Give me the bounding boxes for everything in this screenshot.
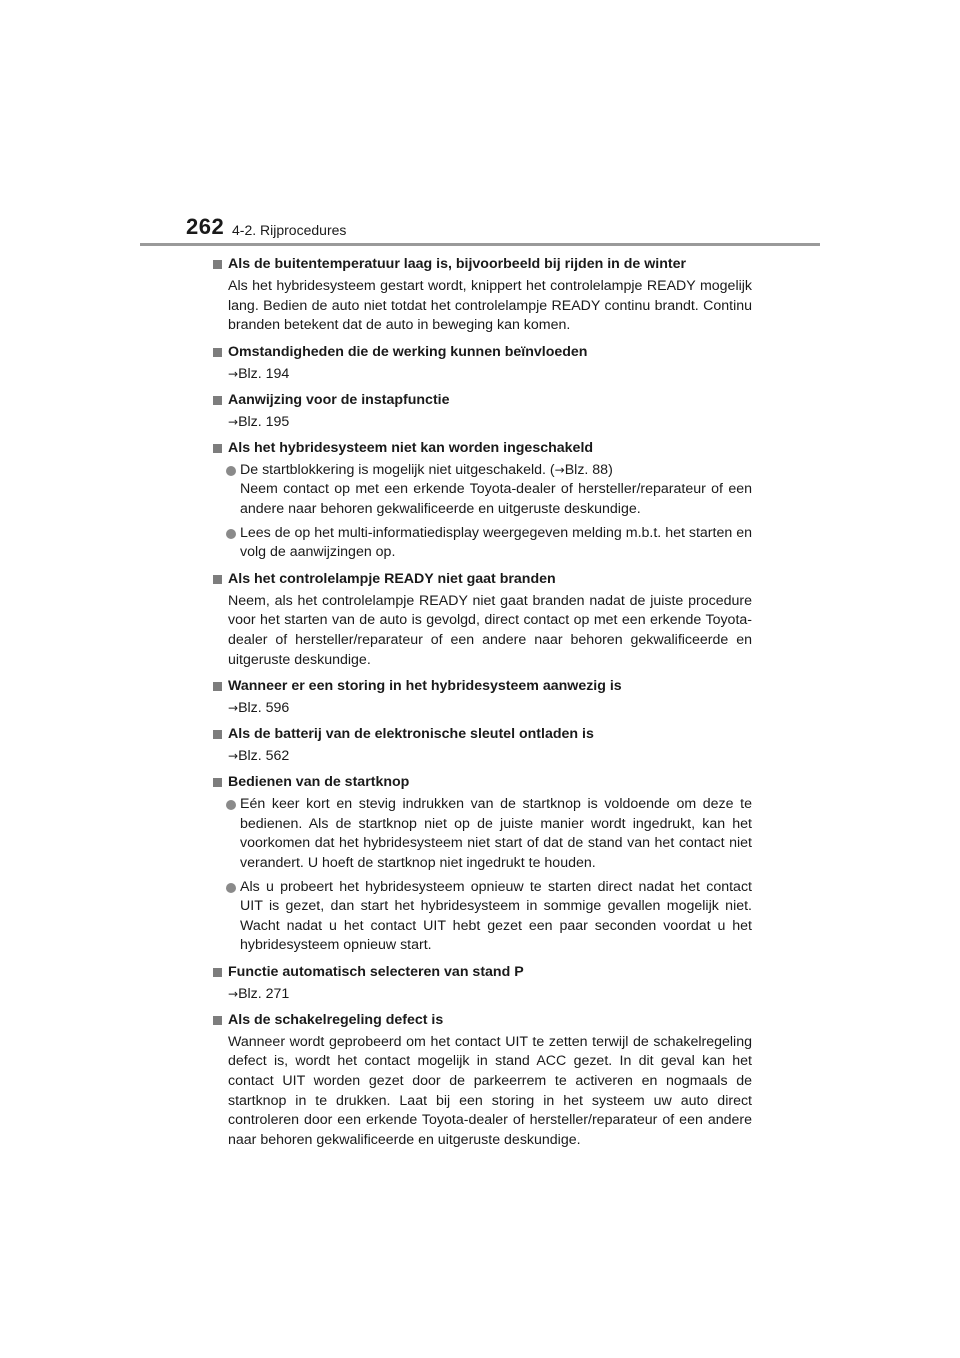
bullet-continuation: Neem contact op met een erkende Toyota-dealer of hersteller/reparateur of een andere naar behoren gekwalificeerde en uitgeruste deskundige.: [240, 481, 752, 517]
heading-text: Als de buitentemperatuur laag is, bijvoorbeeld bij rijden in de winter: [228, 256, 687, 272]
round-bullet-icon: [226, 800, 236, 810]
arrow-right-icon: →: [554, 462, 565, 477]
reference-text: Blz. 88: [564, 461, 609, 478]
section-heading: [212, 255, 752, 274]
heading-text: Als het controlelampje READY niet gaat branden: [228, 570, 556, 587]
section-ready-lamp: [212, 570, 752, 670]
bullet-text-end: ): [608, 461, 613, 478]
square-bullet-icon: [213, 444, 222, 453]
reference-text: Blz. 195: [238, 413, 290, 430]
heading-text: Functie automatisch selecteren van stand P: [228, 963, 524, 980]
square-bullet-icon: [213, 682, 222, 691]
section-heading: [212, 1011, 752, 1030]
page-reference: [212, 699, 752, 718]
section-heading: [212, 963, 752, 982]
arrow-right-icon: →: [228, 414, 239, 429]
square-bullet-icon: [213, 396, 222, 405]
arrow-right-icon: →: [228, 986, 239, 1001]
section-start-button: [212, 773, 752, 956]
page-number: 262: [186, 214, 225, 239]
section-heading: [212, 570, 752, 589]
section-text: Neem, als het controlelampje READY niet gaat branden nadat de juiste procedure voor het starten van de auto is gevolgd, direct contact op met een erkende Toyota-dealer of hersteller/reparateur of een andere naar behoren gekwalificeerde en uitgeruste deskundige.: [228, 592, 752, 668]
round-bullet-icon: [226, 883, 236, 893]
arrow-right-icon: →: [228, 749, 239, 764]
section-heading: [212, 773, 752, 792]
reference-text: Blz. 194: [238, 365, 290, 382]
bullet-item: [212, 524, 752, 563]
reference-text: Blz. 271: [238, 985, 290, 1002]
reference-text: Blz. 596: [238, 700, 290, 717]
section-auto-p: [212, 963, 752, 1004]
page-header: [0, 0, 960, 250]
square-bullet-icon: [213, 575, 222, 584]
bullet-text: Eén keer kort en stevig indrukken van de startknop is voldoende om deze te bedienen. Als de startknop niet op de juiste manier wordt ingedrukt, kan het voorkomen dat het hybridesysteem niet start of dat de stand van het contact niet verandert. U hoeft de startknop niet ingedrukt te houden.: [240, 796, 752, 871]
bullet-item: [212, 878, 752, 956]
section-heading: [212, 677, 752, 696]
heading-text: Bedienen van de startknop: [228, 774, 410, 791]
section-entry-function: [212, 391, 752, 432]
round-bullet-icon: [226, 529, 236, 539]
section-heading: [212, 439, 752, 458]
arrow-right-icon: →: [228, 366, 239, 381]
heading-text: Wanneer er een storing in het hybridesysteem aanwezig is: [228, 678, 622, 695]
heading-text: Aanwijzing voor de instapfunctie: [228, 391, 450, 408]
reference-text: Blz. 562: [238, 748, 290, 765]
section-heading: [212, 725, 752, 744]
square-bullet-icon: [213, 730, 222, 739]
page-reference: [212, 413, 752, 432]
section-key-battery: [212, 725, 752, 766]
section-shift-control: [212, 1011, 752, 1151]
heading-text: Als de schakelregeling defect is: [228, 1011, 444, 1028]
page-content: [212, 255, 752, 1150]
section-heading: [212, 343, 752, 362]
section-text: Als het hybridesysteem gestart wordt, knippert het controlelampje READY mogelijk lang. Bedien de auto niet totdat het controlelampje READY continu brandt. Continu branden betekent dat de auto in beweging kan komen.: [228, 278, 752, 334]
page-reference: [212, 365, 752, 384]
square-bullet-icon: [213, 260, 222, 269]
header-divider: [140, 243, 820, 246]
square-bullet-icon: [213, 778, 222, 787]
page-reference: [212, 747, 752, 766]
section-hybrid-not-starting: [212, 439, 752, 563]
heading-text: Omstandigheden die de werking kunnen beïnvloeden: [228, 343, 588, 360]
bullet-item: [212, 795, 752, 873]
section-title: 4-2. Rijprocedures: [232, 222, 347, 238]
square-bullet-icon: [213, 1016, 222, 1025]
bullet-text: De startblokkering is mogelijk niet uitgeschakeld. (: [240, 461, 555, 478]
section-heading: [212, 391, 752, 410]
section-conditions: [212, 343, 752, 384]
round-bullet-icon: [226, 466, 236, 476]
arrow-right-icon: →: [228, 701, 239, 716]
heading-text: Als de batterij van de elektronische sleutel ontladen is: [228, 726, 594, 743]
section-hybrid-malfunction: [212, 677, 752, 718]
section-text: Wanneer wordt geprobeerd om het contact UIT te zetten terwijl de schakelregeling defect is, wordt het contact mogelijk in stand ACC gezet. In dit geval kan het contact UIT worden gezet door de parkeerrem te activeren en nogmaals de startknop in te drukken. Laat bij een storing in het systeem uw auto direct controleren door een erkende Toyota-dealer of hersteller/reparateur of een andere naar behoren gekwalificeerde en uitgeruste deskundige.: [228, 1033, 752, 1148]
page-reference: [212, 985, 752, 1004]
heading-text: Als het hybridesysteem niet kan worden ingeschakeld: [228, 439, 594, 456]
section-cold-weather: [212, 255, 752, 336]
square-bullet-icon: [213, 348, 222, 357]
square-bullet-icon: [213, 968, 222, 977]
bullet-text: Als u probeert het hybridesysteem opnieuw te starten direct nadat het contact UIT is gezet, dan start het hybridesysteem in sommige gevallen mogelijk niet. Wacht nadat u het contact UIT hebt gezet een paar seconden voordat u het hybridesysteem opnieuw start.: [240, 878, 752, 954]
bullet-text: Lees de op het multi-informatiedisplay weergegeven melding m.b.t. het starten en volg de aanwijzingen op.: [240, 524, 752, 561]
bullet-item: [212, 461, 752, 520]
